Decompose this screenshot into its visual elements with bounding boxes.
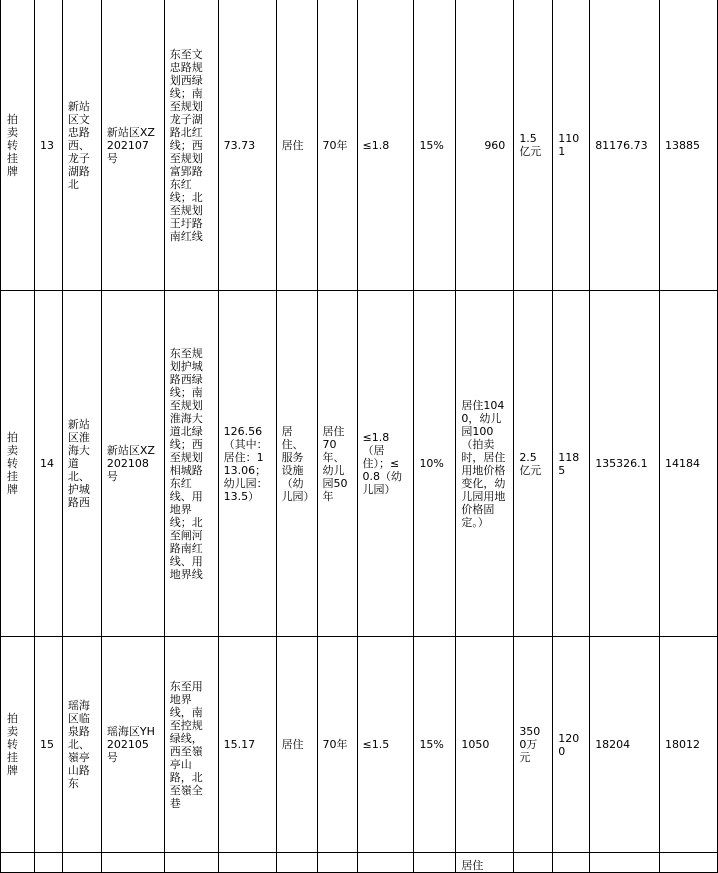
use-cell: 居住 xyxy=(276,637,317,853)
method-cell: 拍卖转挂牌 xyxy=(1,0,35,291)
method-cell: 拍卖转挂牌 xyxy=(1,291,35,637)
value-cell: 18012 xyxy=(660,637,718,853)
far-cell: ≤1.8（居住）；≤0.8（幼儿园） xyxy=(357,291,414,637)
area-cell: 15.17 xyxy=(218,637,276,853)
value-cell: 1101 xyxy=(553,0,590,291)
far-cell: ≤1.8 xyxy=(357,0,414,291)
price-cell: 960 xyxy=(456,0,514,291)
value-cell: 13885 xyxy=(660,0,718,291)
area-cell: 73.73 xyxy=(218,0,276,291)
table-row xyxy=(1,0,718,291)
use-cell: 居住、服务设施（幼儿园） xyxy=(276,291,317,637)
green-cell: 15% xyxy=(414,637,456,853)
boundary-cell: 东至规划护城路西绿线；南至规划淮海大道北绿线；西至规划相城路东红线、用地界线；北至闸河路南红线、用地界线 xyxy=(164,291,218,637)
term-cell: 70年 xyxy=(317,637,357,853)
location-cell: 新站区淮海大道北、护城路西 xyxy=(62,291,101,637)
table-row xyxy=(1,291,718,637)
boundary-cell: 东至文忠路规划西绿线；南至规划龙子湖路北红线；西至规划富郢路东红线；北至规划王圩路南红线 xyxy=(164,0,218,291)
far-cell: ≤1.5 xyxy=(357,637,414,853)
deposit-cell: 3500万元 xyxy=(514,637,553,853)
value-cell: 135326.1 xyxy=(590,291,660,637)
value-cell: 14184 xyxy=(660,291,718,637)
code-cell: 新站区XZ202107号 xyxy=(101,0,164,291)
code-cell: 瑶海区YH202105号 xyxy=(101,637,164,853)
value-cell: 1200 xyxy=(553,637,590,853)
term-cell: 70年 xyxy=(317,0,357,291)
code-cell: 新站区XZ202108号 xyxy=(101,291,164,637)
location-cell: 新站区文忠路西、龙子湖路北 xyxy=(62,0,101,291)
green-cell: 10% xyxy=(414,291,456,637)
term-cell: 居住70年、幼儿园50年 xyxy=(317,291,357,637)
use-cell: 居住 xyxy=(276,0,317,291)
no-cell: 15 xyxy=(34,637,62,853)
green-cell: 15% xyxy=(414,0,456,291)
price-cell: 1050 xyxy=(456,637,514,853)
value-cell: 81176.73 xyxy=(590,0,660,291)
no-cell: 13 xyxy=(34,0,62,291)
no-cell: 14 xyxy=(34,291,62,637)
method-cell: 拍卖转挂牌 xyxy=(1,637,35,853)
location-cell: 瑶海区临泉路北、嶺亭山路东 xyxy=(62,637,101,853)
deposit-cell: 1.5亿元 xyxy=(514,0,553,291)
value-cell: 1185 xyxy=(553,291,590,637)
area-cell: 126.56（其中：居住：113.06；幼儿园：13.5） xyxy=(218,291,276,637)
boundary-cell: 东至用地界线，南至控规绿线，西至嶺亭山路，北至嶺全巷 xyxy=(164,637,218,853)
table-row xyxy=(1,637,718,853)
value-cell: 18204 xyxy=(590,637,660,853)
price-cell: 居住1040，幼儿园100（拍卖时，居住用地价格变化，幼儿园用地价格固定。） xyxy=(456,291,514,637)
deposit-cell: 2.5亿元 xyxy=(514,291,553,637)
price-cell: 居住 xyxy=(456,853,514,873)
